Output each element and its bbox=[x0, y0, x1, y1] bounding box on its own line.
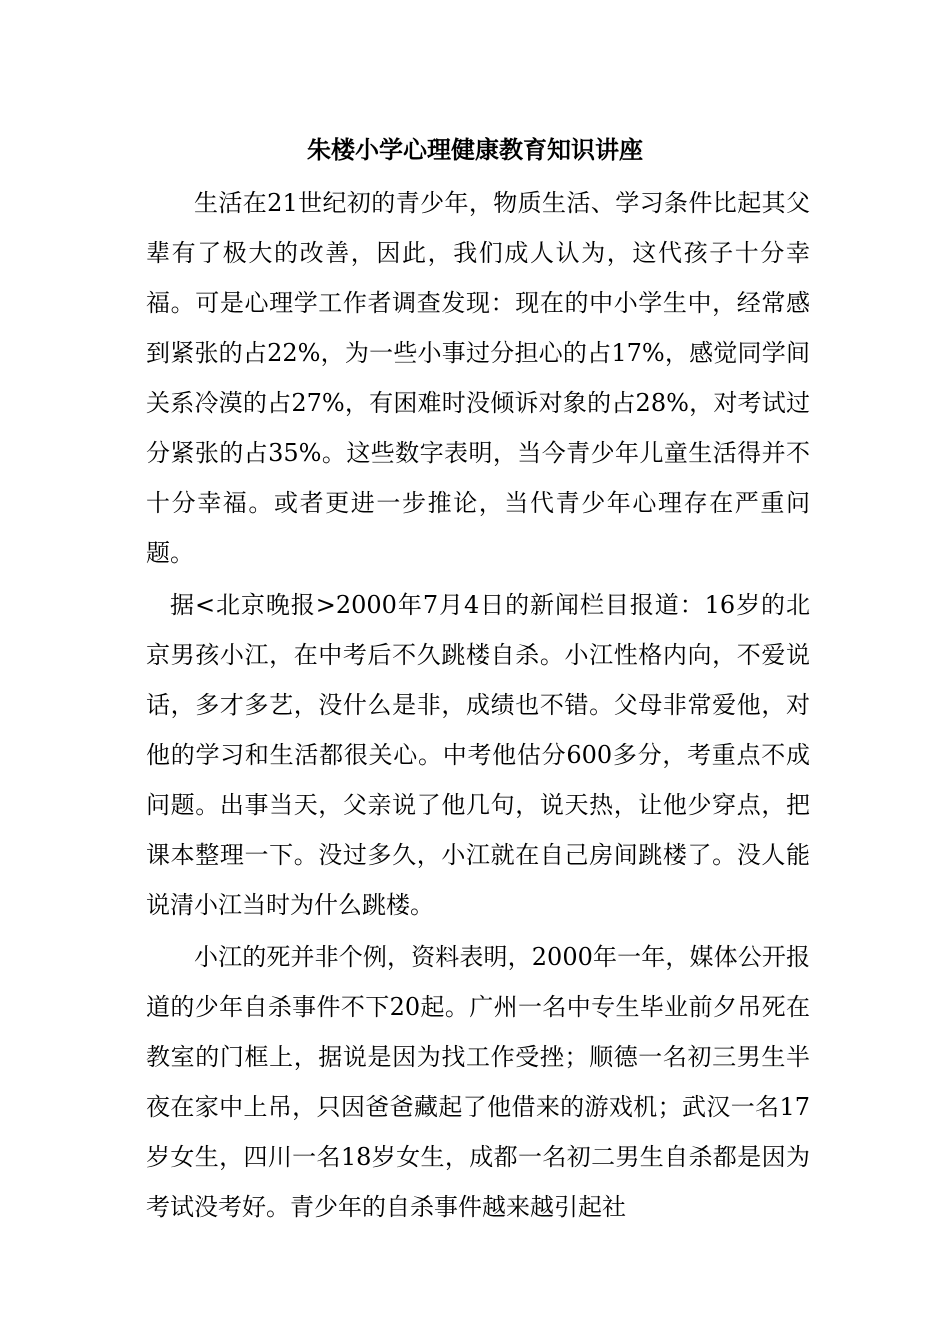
paragraph-1: 生活在21世纪初的青少年，物质生活、学习条件比起其父辈有了极大的改善，因此，我们成人认为，这代孩子十分幸福。可是心理学工作者调查发现：现在的中小学生中，经常感到紧张的占22%，为一些小事过分担心的占17%，感觉同学间关系冷漠的占27%，有困难时没倾诉对象的占28%，对考试过分紧张的占35%。这些数字表明，当今青少年儿童生活得并不十分幸福。或者更进一步推论，当代青少年心理存在严重问题。 bbox=[146, 189, 810, 567]
paragraph-3: 小江的死并非个例，资料表明，2000年一年，媒体公开报道的少年自杀事件不下20起。广州一名中专生毕业前夕吊死在教室的门框上，据说是因为找工作受挫；顺德一名初三男生半夜在家中上吊，只因爸爸藏起了他借来的游戏机；武汉一名17岁女生，四川一名18岁女生，成都一名初二男生自杀都是因为考试没考好。青少年的自杀事件越来越引起社 bbox=[146, 943, 810, 1221]
paragraph-2: 据<北京晚报>2000年7月4日的新闻栏目报道：16岁的北京男孩小江，在中考后不久跳楼自杀。小江性格内向，不爱说话，多才多艺，没什么是非，成绩也不错。父母非常爱他，对他的学习和生活都很关心。中考他估分600多分，考重点不成问题。出事当天，父亲说了他几句，说天热，让他少穿点，把课本整理一下。没过多久，小江就在自己房间跳楼了。没人能说清小江当时为什么跳楼。 bbox=[146, 591, 810, 919]
document-body bbox=[146, 178, 810, 1232]
document-title: 朱楼小学心理健康教育知识讲座 bbox=[307, 135, 643, 164]
